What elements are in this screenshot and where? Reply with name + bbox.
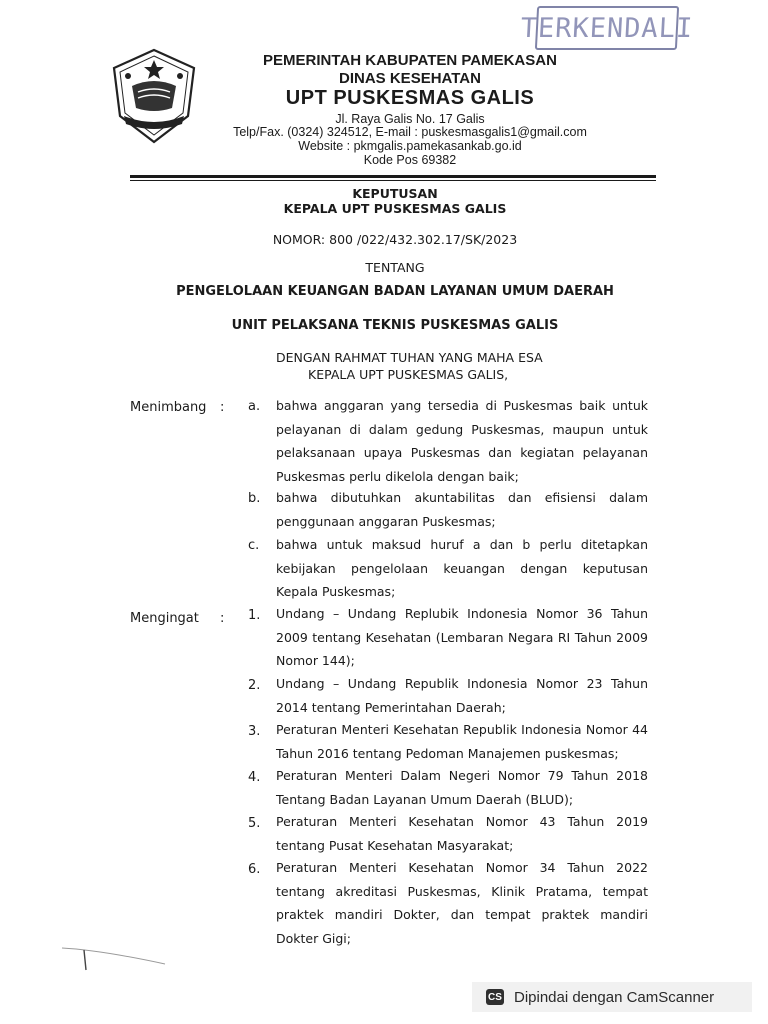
decree-issuer: KEPALA UPT PUSKESMAS GALIS bbox=[283, 201, 507, 216]
letterhead-postal-code: Kode Pos 69382 bbox=[363, 153, 457, 167]
letterhead-divider bbox=[130, 175, 656, 178]
menimbang-mark: b. bbox=[248, 491, 261, 506]
decree-number: NOMOR: 800 /022/432.302.17/SK/2023 bbox=[272, 232, 518, 247]
terkendali-stamp: TERKENDALI bbox=[535, 6, 679, 50]
mengingat-item: Undang – Undang Republik Indonesia Nomor 23 Tahun 2014 tentang Pemerintahan Daerah; bbox=[276, 676, 648, 715]
camscanner-icon: CS bbox=[486, 989, 504, 1005]
decree-invocation: DENGAN RAHMAT TUHAN YANG MAHA ESA bbox=[276, 350, 543, 365]
camscanner-text: Dipindai dengan CamScanner bbox=[514, 988, 715, 1006]
mengingat-mark: 3. bbox=[248, 724, 261, 739]
decree-unit: UNIT PELAKSANA TEKNIS PUSKESMAS GALIS bbox=[231, 318, 559, 333]
letterhead-website: Website : pkmgalis.pamekasankab.go.id bbox=[298, 139, 522, 153]
mengingat-mark: 6. bbox=[248, 862, 261, 877]
letterhead-government: PEMERINTAH KABUPATEN PAMEKASAN bbox=[263, 52, 557, 69]
menimbang-colon: : bbox=[220, 400, 225, 415]
menimbang-mark: c. bbox=[248, 538, 260, 553]
mengingat-item: Peraturan Menteri Dalam Negeri Nomor 79 Tahun 2018 Tentang Badan Layanan Umum Daerah (BLUD); bbox=[276, 768, 648, 807]
letterhead-contact: Telp/Fax. (0324) 324512, E-mail : puskesmasgalis1@gmail.com bbox=[233, 125, 587, 139]
letterhead-address: Jl. Raya Galis No. 17 Galis bbox=[335, 112, 485, 126]
letterhead-divider-thin bbox=[130, 180, 656, 181]
mengingat-colon: : bbox=[220, 611, 225, 626]
letterhead-upt: UPT PUSKESMAS GALIS bbox=[285, 87, 535, 109]
menimbang-label: Menimbang bbox=[130, 400, 207, 415]
mengingat-item: Peraturan Menteri Kesehatan Nomor 34 Tahun 2022 tentang akreditasi Puskesmas, Klinik Pratama, tempat praktek mandiri Dokter, dan tempat praktek mandiri Dokter Gigi; bbox=[276, 860, 648, 946]
mengingat-mark: 5. bbox=[248, 816, 261, 831]
decree-type: KEPUTUSAN bbox=[352, 186, 438, 201]
decree-tentang: TENTANG bbox=[365, 260, 425, 275]
mengingat-label: Mengingat bbox=[130, 611, 199, 626]
menimbang-mark: a. bbox=[248, 399, 261, 414]
menimbang-item: bahwa untuk maksud huruf a dan b perlu ditetapkan kebijakan pengelolaan keuangan dengan keputusan Kepala Puskesmas; bbox=[276, 537, 648, 599]
mengingat-mark: 2. bbox=[248, 678, 261, 693]
mengingat-item: Undang – Undang Replubik Indonesia Nomor 36 Tahun 2009 tentang Kesehatan (Lembaran Negara RI Tahun 2009 Nomor 144); bbox=[276, 606, 648, 668]
decree-signatory-line: KEPALA UPT PUSKESMAS GALIS, bbox=[308, 367, 509, 382]
mengingat-mark: 4. bbox=[248, 770, 261, 785]
menimbang-item: bahwa anggaran yang tersedia di Puskesmas baik untuk pelayanan di dalam gedung Puskesmas, maupun untuk pelaksanaan upaya Puskesmas dan kegiatan pelayanan Puskesmas perlu dikelola dengan baik; bbox=[276, 398, 648, 484]
kabupaten-pamekasan-emblem-icon bbox=[108, 46, 200, 146]
pen-mark-icon bbox=[60, 942, 170, 972]
mengingat-mark: 1. bbox=[248, 608, 261, 623]
menimbang-item: bahwa dibutuhkan akuntabilitas dan efisiensi dalam penggunaan anggaran Puskesmas; bbox=[276, 490, 648, 529]
mengingat-item: Peraturan Menteri Kesehatan Republik Indonesia Nomor 44 Tahun 2016 tentang Pedoman Manajemen puskesmas; bbox=[276, 722, 648, 761]
decree-subject: PENGELOLAAN KEUANGAN BADAN LAYANAN UMUM DAERAH bbox=[176, 284, 614, 299]
letterhead-dinas: DINAS KESEHATAN bbox=[339, 70, 481, 87]
camscanner-badge bbox=[472, 982, 752, 1012]
mengingat-item: Peraturan Menteri Kesehatan Nomor 43 Tahun 2019 tentang Pusat Kesehatan Masyarakat; bbox=[276, 814, 648, 853]
